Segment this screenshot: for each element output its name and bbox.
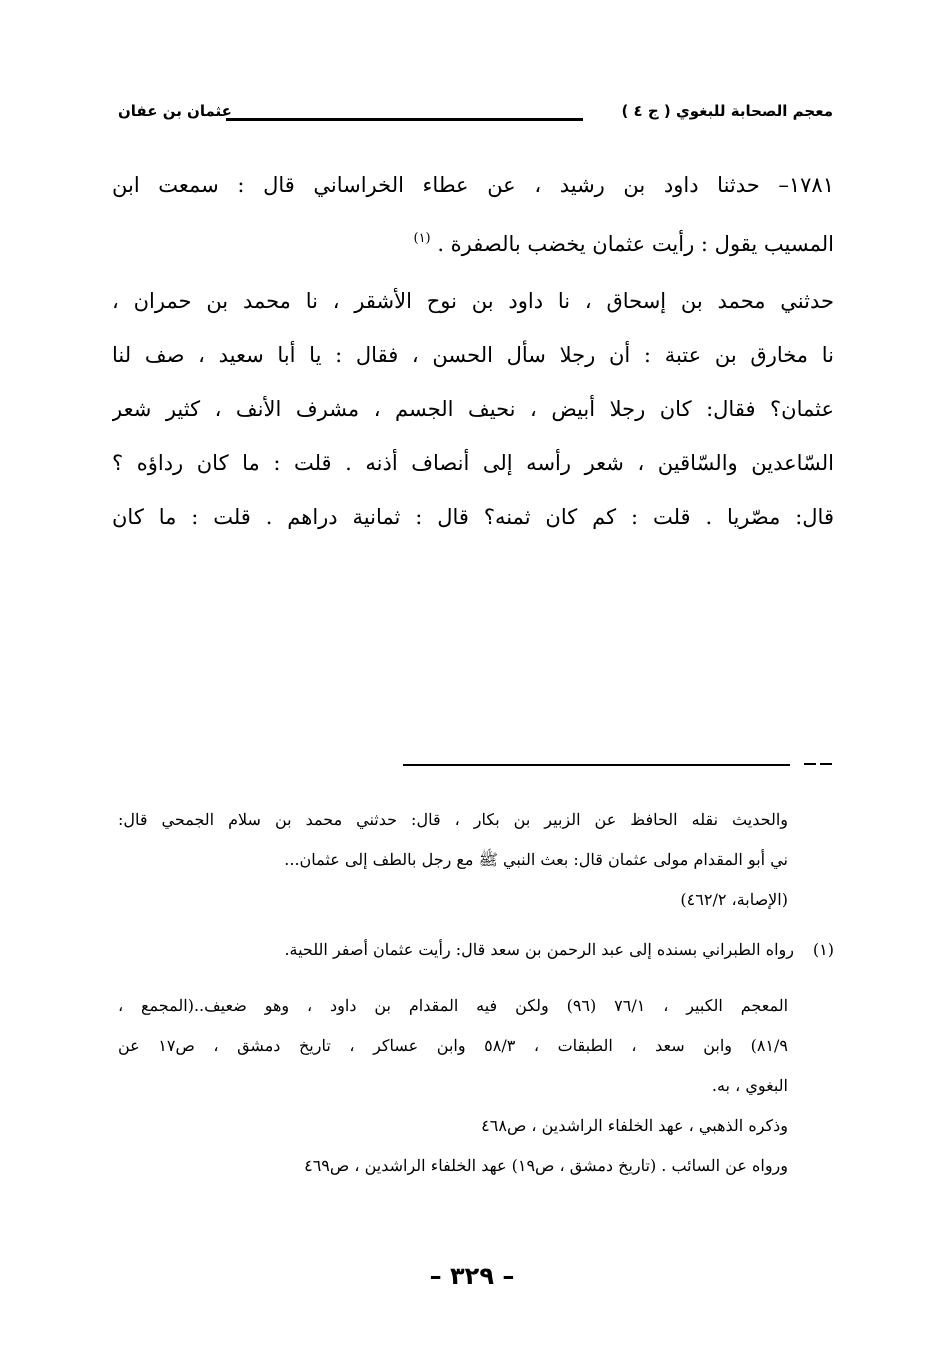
body-line: حدثني محمد بن إسحاق ، نا داود بن نوح الأشقر ، نا محمد بن حمران ،: [112, 289, 834, 313]
footnote-line: المعجم الكبير ، ٧٦/١ (٩٦) ولكن فيه المقدام بن داود ، وهو ضعيف..(المجمع ،: [118, 996, 788, 1015]
body-line: نا مخارق بن عتبة : أن رجلا سأل الحسن ، فقال : يا أبا سعيد ، صف لنا: [112, 343, 834, 367]
footnote-reference: (١): [413, 231, 431, 246]
footnote-separator-mark: [800, 763, 832, 773]
footnote-line: ورواه عن السائب . (تاريخ دمشق ، ص١٩) عهد الخلفاء الراشدين ، ص٤٦٩: [304, 1156, 788, 1175]
footnote-line: وذكره الذهبي ، عهد الخلفاء الراشدين ، ص٤٦٨: [481, 1116, 788, 1135]
page-number: – ٣٢٩ –: [429, 1262, 515, 1290]
footnote-1-body: [118, 986, 834, 1186]
footnote-line: والحديث نقله الحافظ عن الزبير بن بكار ، قال: حدثني محمد بن سلام الجمحي قال:: [118, 810, 788, 829]
body-line-text: المسيب يقول : رأيت عثمان يخضب بالصفرة .: [437, 232, 834, 256]
footnote-number: (١): [812, 940, 834, 959]
footnote-line: [118, 930, 834, 970]
header-section-title: عثمان بن عفان: [118, 102, 232, 120]
body-line: ١٧٨١– حدثنا داود بن رشيد ، عن عطاء الخراساني قال : سمعت ابن: [112, 173, 834, 197]
footnote-line: ني أبو المقدام مولى عثمان قال: بعث النبي ﷺ مع رجل بالطف إلى عثمان...: [284, 850, 788, 869]
body-line-with-note: [112, 212, 834, 266]
footnote-line: ٨١/٩) وابن سعد ، الطبقات ، ٥٨/٣ وابن عساكر ، تاريخ دمشق ، ص١٧ عن: [118, 1036, 788, 1055]
body-line: السّاعدين والسّاقين ، شعر رأسه إلى أنصاف أذنه . قلت : ما كان رداؤه ؟: [112, 451, 834, 475]
footnote-1-heading: [118, 930, 834, 970]
header-book-title: معجم الصحابة للبغوي ( ج ٤ ): [621, 102, 833, 120]
body-line: قال: مصّريا . قلت : كم كان ثمنه؟ قال : ثمانية دراهم . قلت : ما كان: [112, 505, 834, 529]
body-line: عثمان؟ فقال: كان رجلا أبيض ، نحيف الجسم ، مشرف الأنف ، كثير شعر: [112, 397, 834, 421]
footnote-continuation: [118, 800, 834, 920]
footnote-line: (الإصابة، ٤٦٢/٢): [680, 890, 788, 909]
narration-paragraph: [112, 274, 834, 544]
footnote-text: رواه الطبراني بسنده إلى عبد الرحمن بن سعد قال: رأيت عثمان أصفر اللحية.: [284, 940, 794, 959]
header-rule: [226, 118, 583, 121]
hadith-1781-paragraph: [112, 158, 834, 266]
footnote-separator: [403, 764, 790, 766]
running-header: [118, 98, 833, 128]
footnote-line: البغوي ، به.: [711, 1076, 788, 1095]
